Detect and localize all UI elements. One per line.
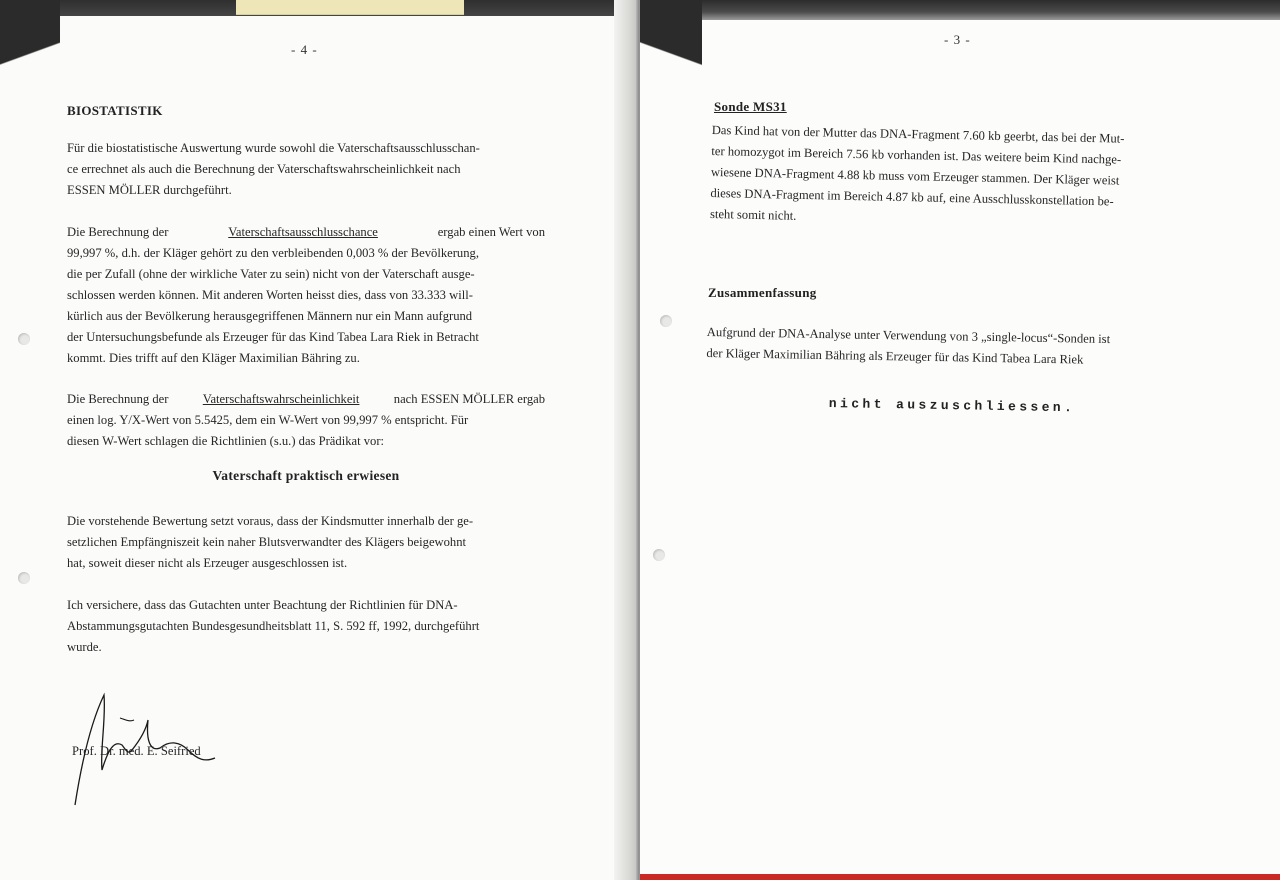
text-line: Die vorstehende Bewertung setzt voraus, dass der Kindsmutter innerhalb der ge- (67, 514, 474, 528)
text-segment: Die Berechnung der (67, 225, 169, 239)
punch-hole (18, 333, 30, 345)
text-line: diesen W-Wert schlagen die Richtlinien (s.u.) das Prädikat vor: (67, 434, 385, 448)
paragraph-declaration (67, 595, 545, 658)
page-number-right: - 3 - (944, 32, 971, 47)
text-line (67, 222, 545, 243)
text-line: Das Kind hat von der Mutter das DNA-Fragment 7.60 kb geerbt, das bei der Mut- (711, 122, 1125, 146)
text-line: ce errechnet als auch die Berechnung der Vaterschaftswahrscheinlichkeit nach (67, 162, 461, 176)
text-line: Abstammungsgutachten Bundesgesundheitsblatt 11, S. 592 ff, 1992, durchgeführt (67, 619, 480, 633)
text-line: kommt. Dies trifft auf den Kläger Maximilian Bähring zu. (67, 351, 360, 365)
text-line: setzlichen Empfängniszeit kein naher Blutsverwandter des Klägers beigewohnt (67, 535, 467, 549)
text-segment: Die Berechnung der (67, 392, 169, 406)
paragraph-probe-result (710, 120, 1190, 235)
red-bottom-edge (640, 874, 1280, 880)
text-line: der Untersuchungsbefunde als Erzeuger für das Kind Tabea Lara Riek in Betracht (67, 330, 479, 344)
paragraph-probability (67, 389, 545, 452)
text-line: hat, soweit dieser nicht als Erzeuger ausgeschlossen ist. (67, 556, 348, 570)
text-line: Aufgrund der DNA-Analyse unter Verwendung von 3 „single-locus“-Sonden ist (706, 324, 1111, 347)
punch-hole (653, 549, 665, 561)
text-line: Ich versichere, dass das Gutachten unter Beachtung der Richtlinien für DNA- (67, 598, 458, 612)
text-line: dieses DNA-Fragment im Bereich 4.87 kb auf, eine Ausschlusskonstellation be- (710, 185, 1114, 209)
paragraph-summary (706, 322, 1185, 372)
text-line: die per Zufall (ohne der wirkliche Vater zu sein) nicht von der Vaterschaft ausge- (67, 267, 475, 281)
text-line: ESSEN MÖLLER durchgeführt. (67, 183, 232, 197)
term-exclusion-chance: Vaterschaftsausschlusschance (228, 225, 378, 239)
punch-hole (660, 315, 672, 327)
text-line: schlossen werden können. Mit anderen Worten heisst dies, dass von 33.333 will- (67, 288, 473, 302)
summary-heading: Zusammenfassung (708, 285, 817, 300)
signature-name: Prof. Dr. med. E. Seifried (72, 744, 201, 758)
paragraph-exclusion-chance (67, 222, 545, 369)
text-line: steht somit nicht. (709, 206, 797, 223)
text-line: ter homozygot im Bereich 7.56 kb vorhanden ist. Das weitere beim Kind nachge- (711, 143, 1122, 167)
verdict-heading: Vaterschaft praktisch erwiesen (212, 468, 400, 483)
text-line (67, 389, 545, 410)
probe-heading: Sonde MS31 (714, 99, 787, 114)
text-line: Für die biostatistische Auswertung wurde sowohl die Vaterschaftsausschlusschan- (67, 141, 480, 155)
paragraph-precondition (67, 511, 545, 574)
tape-strip (236, 0, 464, 15)
term-paternity-probability: Vaterschaftswahrscheinlichkeit (202, 392, 360, 406)
text-line: 99,997 %, d.h. der Kläger gehört zu den verbleibenden 0,003 % der Bevölkerung, (67, 246, 479, 260)
handwritten-signature (70, 690, 220, 810)
scan-edge-top-right (700, 0, 1280, 20)
text-segment: ergab einen Wert von (437, 225, 545, 239)
page-corner-fold-left (0, 0, 60, 120)
text-line: wurde. (67, 640, 102, 654)
text-line: der Kläger Maximilian Bähring als Erzeuger für das Kind Tabea Lara Riek (706, 345, 1084, 367)
page-corner-fold-right (640, 0, 702, 120)
text-segment: nach ESSEN MÖLLER ergab (393, 392, 545, 406)
text-line: einen log. Y/X-Wert von 5.5425, dem ein W-Wert von 99,997 % entspricht. Für (67, 413, 469, 427)
text-line: wiesene DNA-Fragment 4.88 kb muss vom Erzeuger stammen. Der Kläger weist (710, 164, 1120, 188)
page-number-left: - 4 - (291, 42, 318, 57)
text-line: kürlich aus der Bevölkerung herausgegriffenen Männern nur ein Mann aufgrund (67, 309, 473, 323)
paragraph-evaluation (67, 138, 545, 201)
punch-hole (18, 572, 30, 584)
conclusion-text: nicht auszuschliessen. (828, 396, 1076, 416)
section-heading-biostatistik: BIOSTATISTIK (67, 103, 163, 118)
